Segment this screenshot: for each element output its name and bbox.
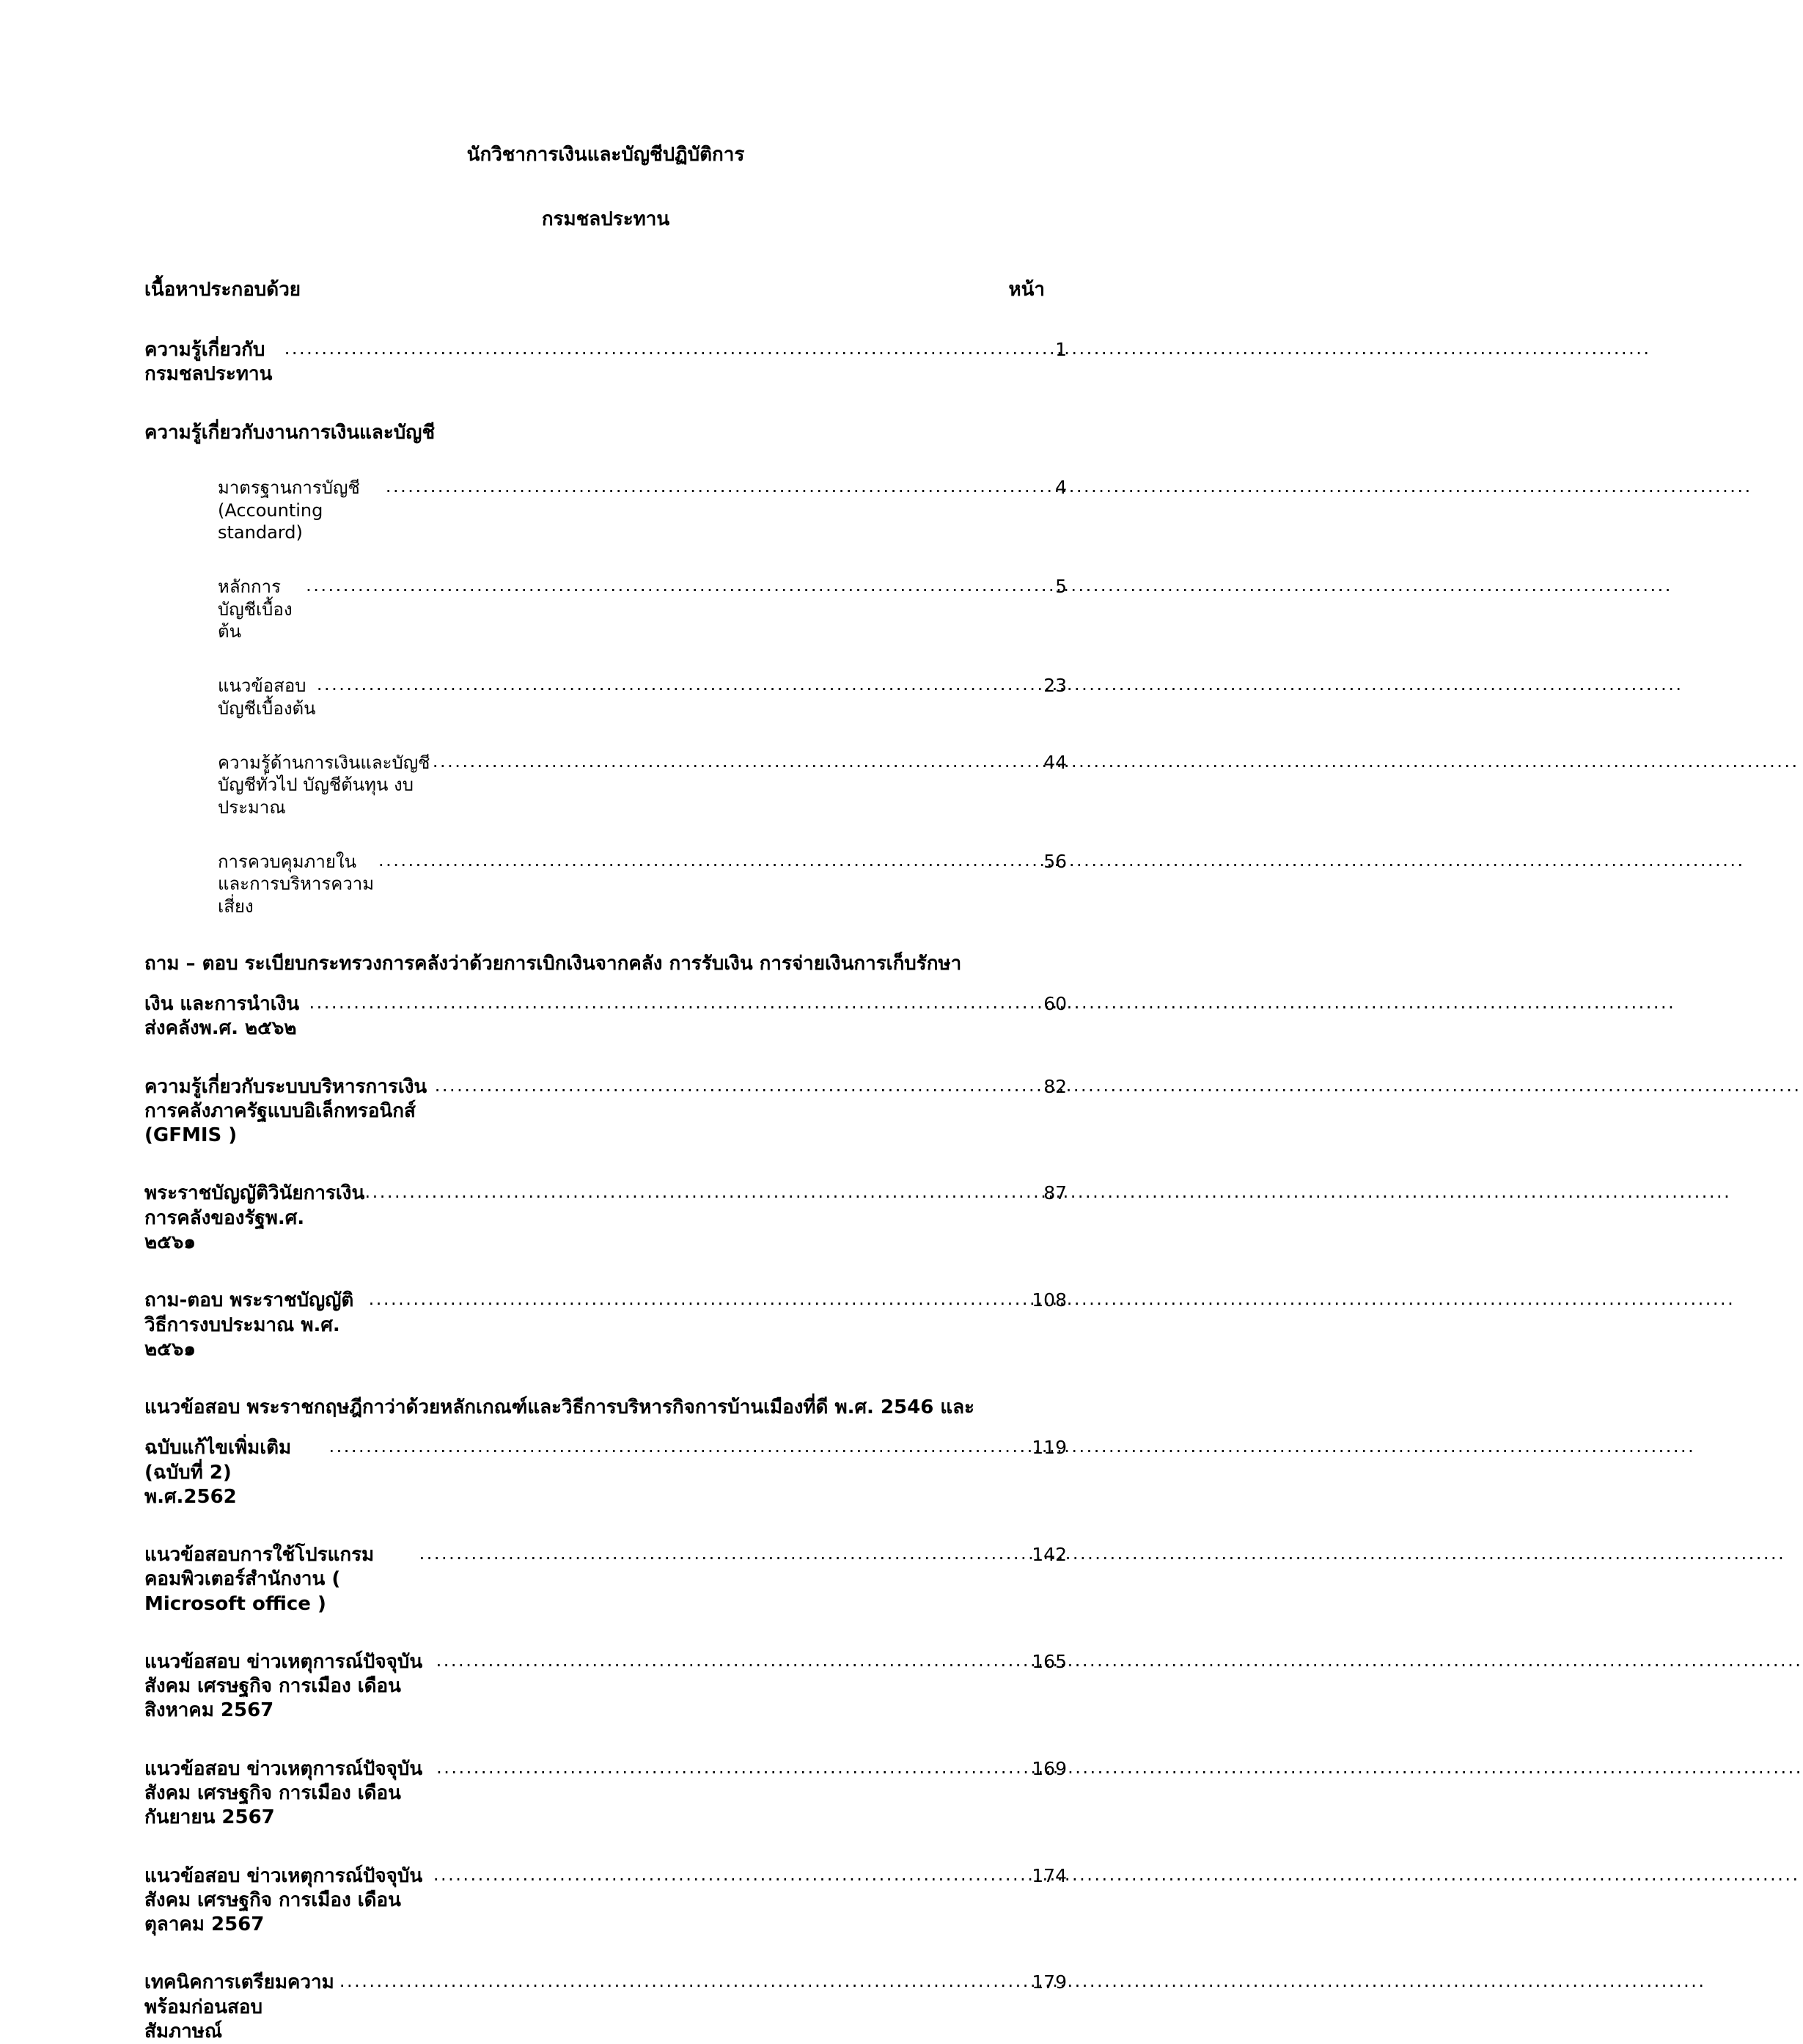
toc-page-number: 1 <box>1055 339 1067 360</box>
toc-entry-label: แนวข้อสอบบัญชีเบื้องต้น <box>218 675 316 719</box>
toc-entry-label-line1: ถาม – ตอบ ระเบียบกระทรวงการคลังว่าด้วยการเบิกเงินจากคลัง การรับเงิน การจ่ายเงินการเก็บรักษา <box>144 952 962 975</box>
toc-entry[interactable] <box>144 1075 1067 1149</box>
toc-entry[interactable] <box>144 575 1067 643</box>
toc-entry[interactable] <box>144 1182 1067 1255</box>
toc-entry[interactable] <box>144 1757 1067 1831</box>
page-content <box>144 132 1067 2044</box>
toc-entry[interactable] <box>144 1864 1067 1938</box>
toc-leader-dots <box>284 337 1054 360</box>
toc-leader-dots <box>309 992 1043 1014</box>
toc-entry[interactable] <box>144 338 1067 387</box>
toc-entry-label: แนวข้อสอบ ข่าวเหตุการณ์ปัจจุบัน สังคม เศรษฐกิจ การเมือง เดือนตุลาคม 2567 <box>144 1864 430 1936</box>
toc-entry[interactable] <box>144 952 1067 1041</box>
toc-page-number: 142 <box>1032 1544 1067 1566</box>
toc-entry[interactable] <box>144 850 1067 918</box>
toc-leader-dots <box>339 1970 1030 1993</box>
toc-entry[interactable] <box>144 751 1067 819</box>
toc-entry[interactable] <box>144 1543 1067 1616</box>
toc-page-number: 44 <box>1043 751 1067 773</box>
toc-entry[interactable] <box>144 421 1067 445</box>
toc-leader-dots <box>386 475 1054 498</box>
toc-page-number: 23 <box>1043 675 1067 697</box>
toc-leader-dots <box>419 1542 1031 1565</box>
toc-entry-label: หลักการบัญชีเบื้องต้น <box>218 576 293 642</box>
toc-page-number: 60 <box>1043 993 1067 1015</box>
toc-entry-label: แนวข้อสอบการใช้โปรแกรมคอมพิวเตอร์สำนักงาน ( Microsoft office ) <box>144 1544 375 1615</box>
toc-entry-label: พระราชบัญญัติวินัยการเงินการคลังของรัฐพ.ศ. ๒๕๖๑ <box>144 1182 365 1253</box>
toc-entry-label: ความรู้ด้านการเงินและบัญชี บัญชีทั่วไป บัญชีต้นทุน งบประมาณ <box>218 752 436 818</box>
toc-leader-dots <box>306 574 1054 597</box>
toc-leader-dots <box>329 1435 1031 1458</box>
toc-entry-label-line1: แนวข้อสอบ พระราชกฤษฎีกาว่าด้วยหลักเกณฑ์และวิธีการบริหารกิจการบ้านเมืองที่ดี พ.ศ. 2546 และ <box>144 1396 975 1419</box>
toc-entry[interactable] <box>144 1289 1067 1362</box>
toc-page-number: 119 <box>1032 1437 1067 1459</box>
toc-page-number: 174 <box>1032 1864 1067 1886</box>
toc-entry-label: ความรู้เกี่ยวกับระบบบริหารการเงินการคลังภาครัฐแบบอิเล็กทรอนิกส์ (GFMIS ) <box>144 1075 427 1147</box>
toc-entry-label: เทคนิคการเตรียมความพร้อมก่อนสอบสัมภาษณ์ <box>144 1971 334 2043</box>
toc-entry-line2 <box>144 992 1067 1041</box>
toc-entry[interactable] <box>144 476 1067 544</box>
toc-page-number: 179 <box>1032 1971 1067 1993</box>
toc-leader-dots <box>365 1181 1043 1204</box>
toc-entry-label: มาตรฐานการบัญชี (Accounting standard) <box>218 477 366 543</box>
toc-entry[interactable] <box>144 1971 1067 2044</box>
toc-leader-dots <box>436 1757 1030 1779</box>
toc-entry[interactable] <box>144 674 1067 719</box>
toc-leader-dots <box>436 1649 1031 1672</box>
toc-page-number: 165 <box>1032 1650 1067 1672</box>
table-of-contents <box>144 338 1067 2044</box>
toc-entry-label-line2: ฉบับแก้ไขเพิ่มเติม (ฉบับที่ 2) พ.ศ.2562 <box>144 1437 318 1508</box>
page-title: นักวิชาการเงินและบัญชีปฏิบัติการ <box>466 144 745 166</box>
toc-entry[interactable] <box>144 1650 1067 1724</box>
toc-page-number: 108 <box>1032 1289 1067 1311</box>
toc-page-number: 169 <box>1032 1757 1067 1779</box>
toc-entry-label: ความรู้เกี่ยวกับงานการเงินและบัญชี <box>144 421 436 444</box>
toc-entry-label: ความรู้เกี่ยวกับกรมชลประทาน <box>144 339 273 386</box>
toc-entry-label: การควบคุมภายในและการบริหารความเสี่ยง <box>218 851 375 917</box>
toc-entry-label: แนวข้อสอบ ข่าวเหตุการณ์ปัจจุบัน สังคม เศรษฐกิจ การเมือง เดือนกันยายน 2567 <box>144 1757 430 1829</box>
page-subtitle: กรมชลประทาน <box>541 208 670 230</box>
toc-leader-dots <box>378 849 1042 872</box>
toc-leader-dots <box>435 1074 1042 1097</box>
toc-header-contents-label: เนื้อหาประกอบด้วย <box>144 279 301 301</box>
toc-entry-label-line2: เงิน และการนำเงินส่งคลังพ.ศ. ๒๕๖๒ <box>144 993 300 1040</box>
toc-leader-dots <box>317 673 1042 696</box>
toc-entry[interactable] <box>144 1396 1067 1509</box>
toc-page-number: 4 <box>1055 476 1067 498</box>
toc-header-page-label: หน้า <box>1008 279 1045 301</box>
toc-entry-label: แนวข้อสอบ ข่าวเหตุการณ์ปัจจุบัน สังคม เศรษฐกิจ การเมือง เดือนสิงหาคม 2567 <box>144 1650 430 1722</box>
toc-page-number: 82 <box>1043 1075 1067 1097</box>
toc-leader-dots <box>369 1288 1031 1311</box>
toc-entry-line2 <box>144 1436 1067 1509</box>
toc-column-headers <box>144 274 1067 304</box>
toc-page-number: 87 <box>1043 1182 1067 1204</box>
toc-leader-dots <box>433 1864 1030 1886</box>
toc-leader-dots <box>433 750 1042 773</box>
toc-page-number: 56 <box>1043 850 1067 872</box>
toc-page-number: 5 <box>1055 575 1067 597</box>
toc-entry-label: ถาม-ตอบ พระราชบัญญัติวิธีการงบประมาณ พ.ศ. ๒๕๖๑ <box>144 1289 354 1360</box>
